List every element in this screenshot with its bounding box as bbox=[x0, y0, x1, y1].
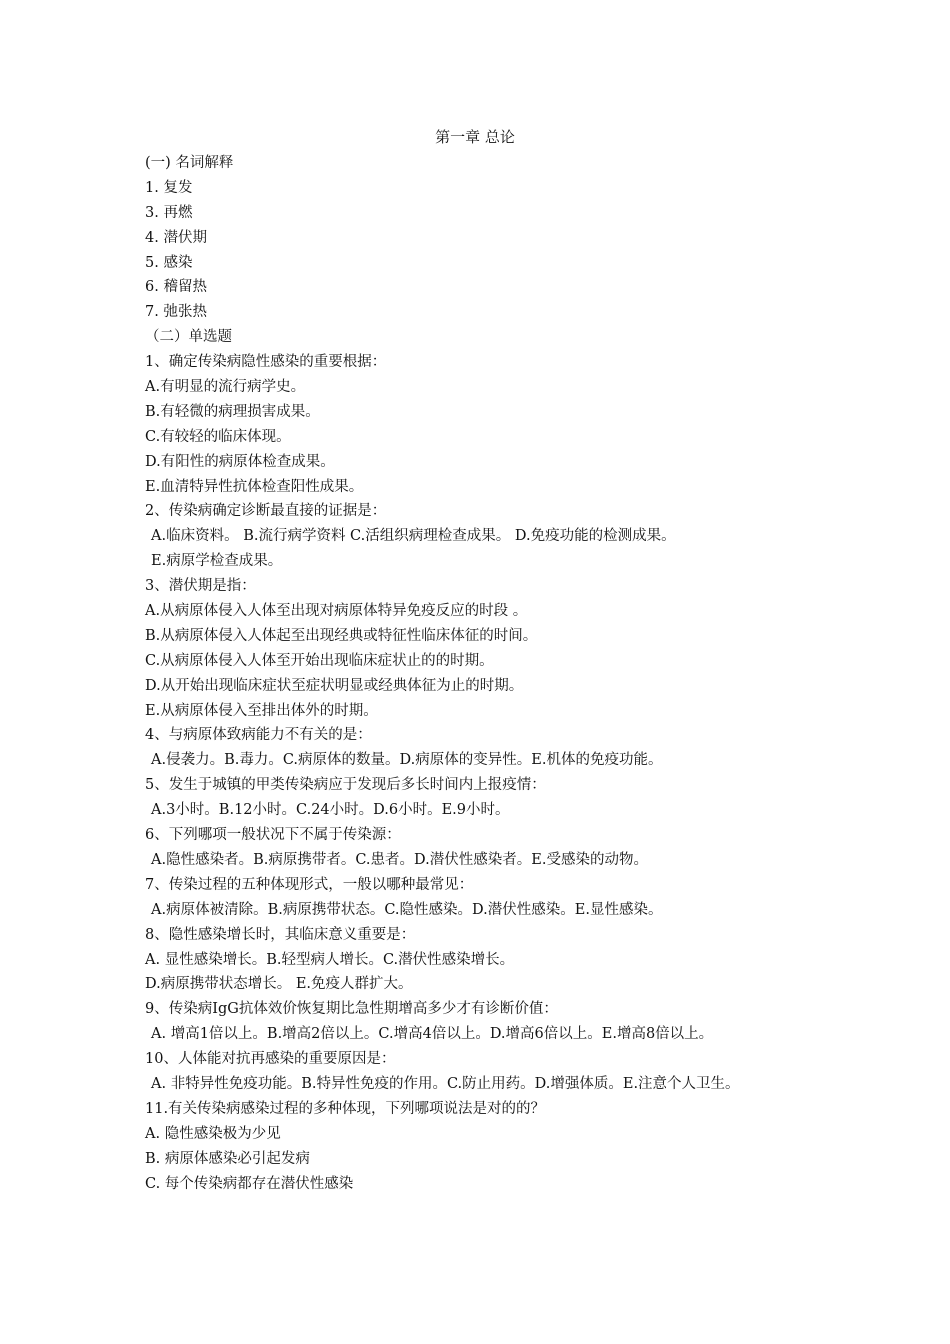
option: A. 非特异性免疫功能。B.特异性免疫的作用。C.防止用药。D.增强体质。E.注意个人卫生。 bbox=[151, 1075, 740, 1092]
question: 5、发生于城镇的甲类传染病应于发现后多长时间内上报疫情： bbox=[145, 777, 546, 794]
option: A.病原体被清除。B.病原携带状态。C.隐性感染。D.潜伏性感染。E.显性感染。 bbox=[151, 901, 663, 918]
document-body bbox=[145, 151, 835, 1196]
option: A.侵袭力。B.毒力。C.病原体的数量。D.病原体的变异性。E.机体的免疫功能。 bbox=[151, 752, 663, 769]
question: 1、确定传染病隐性感染的重要根据： bbox=[145, 354, 387, 371]
question: 4、与病原体致病能力不有关的是： bbox=[145, 727, 372, 744]
term-item: 6. 稽留热 bbox=[145, 279, 207, 296]
option: A. 隐性感染极为少见 bbox=[145, 1125, 281, 1142]
chapter-title: 第一章 总论 bbox=[435, 128, 515, 146]
question: 8、隐性感染增长时，其临床意义重要是： bbox=[145, 926, 416, 943]
option: E.病原学检查成果。 bbox=[151, 553, 283, 570]
question: 9、传染病IgG抗体效价恢复期比急性期增高多少才有诊断价值： bbox=[145, 1001, 558, 1018]
question: 2、传染病确定诊断最直接的证据是： bbox=[145, 503, 387, 520]
option: B.从病原体侵入人体起至出现经典或特征性临床体征的时间。 bbox=[145, 627, 538, 644]
term-item: 1. 复发 bbox=[145, 179, 193, 196]
section-heading: (一) 名词解释 bbox=[145, 155, 234, 171]
question: 6、下列哪项一般状况下不属于传染源： bbox=[145, 827, 401, 844]
option: A.隐性感染者。B.病原携带者。C.患者。D.潜伏性感染者。E.受感染的动物。 bbox=[151, 851, 648, 868]
option: A.有明显的流行病学史。 bbox=[145, 379, 306, 396]
option: A.3小时。B.12小时。C.24小时。D.6小时。E.9小时。 bbox=[151, 802, 510, 819]
option: E.从病原体侵入至排出体外的时期。 bbox=[145, 702, 378, 719]
section-heading: （二）单选题 bbox=[145, 329, 232, 346]
option: D.有阳性的病原体检查成果。 bbox=[145, 453, 335, 470]
term-item: 7. 弛张热 bbox=[145, 304, 207, 321]
option: B.有轻微的病理损害成果。 bbox=[145, 403, 320, 420]
option: A.临床资料。 B.流行病学资料 C.活组织病理检查成果。 D.免疫功能的检测成果。 bbox=[151, 528, 676, 545]
question: 11.有关传染病感染过程的多种体现，下列哪项说法是对的的？ bbox=[145, 1100, 546, 1117]
option: C.有较轻的临床体现。 bbox=[145, 428, 291, 445]
option: C.从病原体侵入人体至开始出现临床症状止的的时期。 bbox=[145, 652, 494, 669]
question: 3、潜伏期是指： bbox=[145, 578, 256, 595]
question: 7、传染过程的五种体现形式，一般以哪种最常见： bbox=[145, 876, 474, 893]
term-item: 5. 感染 bbox=[145, 254, 193, 271]
term-item: 4. 潜伏期 bbox=[145, 229, 207, 246]
option: C. 每个传染病都存在潜伏性感染 bbox=[145, 1175, 354, 1192]
question: 10、人体能对抗再感染的重要原因是： bbox=[145, 1051, 396, 1068]
term-item: 3. 再燃 bbox=[145, 204, 193, 221]
option: A. 显性感染增长。B.轻型病人增长。C.潜伏性感染增长。 bbox=[145, 951, 515, 968]
option: A.从病原体侵入人体至出现对病原体特异免疫反应的时段 。 bbox=[145, 603, 528, 620]
option: E.血清特异性抗体检查阳性成果。 bbox=[145, 478, 364, 495]
option: A. 增高1倍以上。B.增高2倍以上。C.增高4倍以上。D.增高6倍以上。E.增高8倍以上。 bbox=[151, 1026, 714, 1043]
option: D.从开始出现临床症状至症状明显或经典体征为止的时期。 bbox=[145, 677, 524, 694]
option: B. 病原体感染必引起发病 bbox=[145, 1150, 310, 1167]
option: D.病原携带状态增长。 E.免疫人群扩大。 bbox=[145, 976, 413, 993]
